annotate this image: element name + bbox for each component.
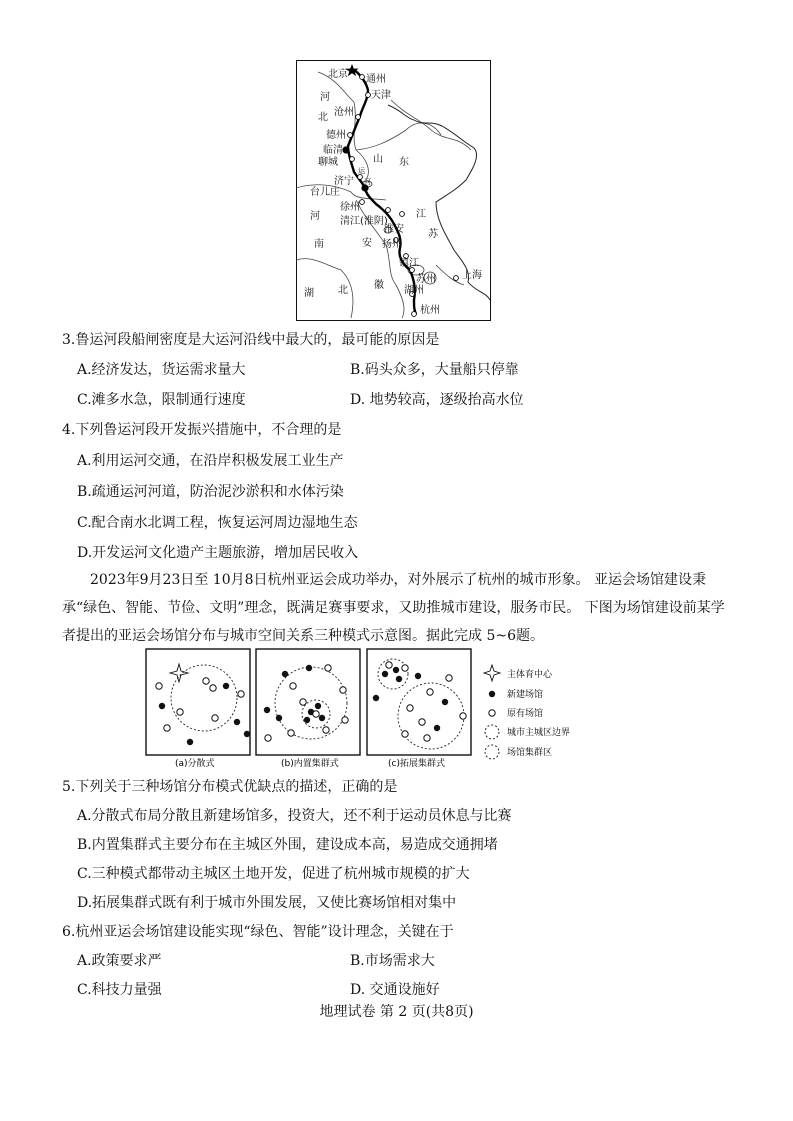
q6-option-c: C.科技力量强 (77, 982, 162, 998)
q4-option-b: B.疏通运河河道，防治泥沙淤积和水体污染 (77, 484, 344, 500)
map-label-shanghai: 上海 (462, 270, 482, 281)
stadium-model-diagram (145, 648, 595, 770)
caption-expanded-cluster: (c)拓展集群式 (388, 759, 445, 769)
map-label-he2: 河 (310, 211, 320, 222)
map-label-jiang: 江 (416, 209, 426, 220)
map-label-qingjiang: 清江(淮阴) (340, 216, 388, 227)
map-label-suzhou: 苏州 (416, 274, 436, 285)
q6-option-b: B.市场需求大 (350, 953, 435, 969)
map-label-nan: 南 (314, 239, 324, 250)
q5-stem: 5.下列关于三种场馆分布模式优缺点的描述，正确的是 (62, 779, 398, 795)
q3-option-b: B.码头众多，大量船只停靠 (350, 362, 519, 378)
q3-option-d: D. 地势较高，逐级抬高水位 (350, 392, 524, 408)
map-label-beijing: 北京 (328, 69, 348, 80)
grand-canal-map (296, 60, 492, 324)
map-label-huaian: 淮安 (384, 224, 404, 235)
legend-main-center: 主体育中心 (507, 670, 553, 680)
map-label-an: 安 (362, 238, 372, 249)
page-footer: 地理试卷 第 2 页(共8页) (319, 1004, 474, 1020)
map-label-xuzhou: 徐州 (340, 202, 360, 213)
q6-option-a: A.政策要求严 (77, 953, 162, 969)
map-label-he3: 河 (364, 178, 371, 186)
legend-city-boundary: 城市主城区边界 (507, 728, 571, 738)
caption-inner-cluster: (b)内置集群式 (281, 759, 339, 769)
legend-new-venue: 新建场馆 (507, 690, 544, 700)
map-label-jining: 济宁 (334, 176, 354, 187)
map-label-bei: 北 (318, 112, 328, 123)
q4-option-c: C.配合南水北调工程，恢复运河周边湿地生态 (77, 515, 358, 531)
map-label-zhenjiang: 镇江 (399, 258, 419, 269)
map-label-linqing: 临清 (323, 145, 343, 156)
map-label-yangzhou: 扬州 (382, 239, 402, 250)
q5-option-c: C.三种模式都带动主城区土地开发，促进了杭州城市规模的扩大 (77, 866, 470, 882)
map-label-liaocheng: 聊城 (318, 157, 338, 168)
map-label-shan: 山 (373, 154, 383, 165)
q3-stem: 3.鲁运河段船闸密度是大运河沿线中最大的，最可能的原因是 (62, 332, 440, 348)
caption-dispersed: (a)分散式 (175, 759, 215, 769)
intro-paragraph: 2023年9月23日至 10月8日杭州亚运会成功举办，对外展示了杭州的城市形象。 亚运会场馆建设秉承“绿色、智能、节俭、文明”理念，既满足赛事要求，又助推城市建设，服务市民。 下图为场馆建设前某学者提出的亚运会场馆分布与城市空间关系三种模式示意图。据此完成 5~6题。 (62, 572, 725, 644)
map-label-dezhou: 德州 (326, 130, 346, 141)
q5-option-d: D.拓展集群式既有利于城市外围发展，又使比赛场馆相对集中 (77, 895, 457, 911)
q4-option-d: D.开发运河文化遗产主题旅游，增加居民收入 (77, 545, 359, 561)
map-label-hangzhou: 杭州 (420, 305, 440, 316)
map-label-huzhou: 湖州 (404, 285, 424, 296)
map-label-hui: 徽 (374, 280, 384, 291)
legend-existing-venue: 原有场馆 (507, 709, 544, 719)
q3-option-a: A.经济发达，货运需求量大 (77, 362, 246, 378)
map-label-dong: 东 (399, 157, 409, 168)
map-label-bei2: 北 (338, 285, 348, 296)
map-label-yun: 运 (358, 167, 365, 175)
map-label-su: 苏 (428, 229, 438, 240)
q5-option-a: A.分散式布局分散且新建场馆多，投资大，还不利于运动员休息与比赛 (77, 808, 512, 824)
q6-stem: 6.杭州亚运会场馆建设能实现“绿色、智能”设计理念，关键在于 (62, 924, 454, 940)
q6-option-d: D. 交通设施好 (350, 982, 440, 998)
map-label-tianjin: 天津 (371, 90, 391, 101)
map-label-hu: 湖 (304, 288, 314, 299)
q3-option-c: C.滩多水急，限制通行速度 (77, 392, 246, 408)
q5-option-b: B.内置集群式主要分布在主城区外围，建设成本高，易造成交通拥堵 (77, 837, 498, 853)
map-label-tongzhou: 通州 (366, 74, 386, 85)
map-label-taierzhuang: 台儿庄 (310, 187, 340, 198)
map-label-cangzhou: 沧州 (334, 107, 354, 118)
q4-option-a: A.利用运河交通，在沿岸积极发展工业生产 (77, 453, 344, 469)
q4-stem: 4.下列鲁运河段开发振兴措施中，不合理的是 (62, 422, 342, 438)
map-label-he: 河 (320, 92, 330, 103)
legend-cluster-area: 场馆集群区 (507, 748, 553, 758)
